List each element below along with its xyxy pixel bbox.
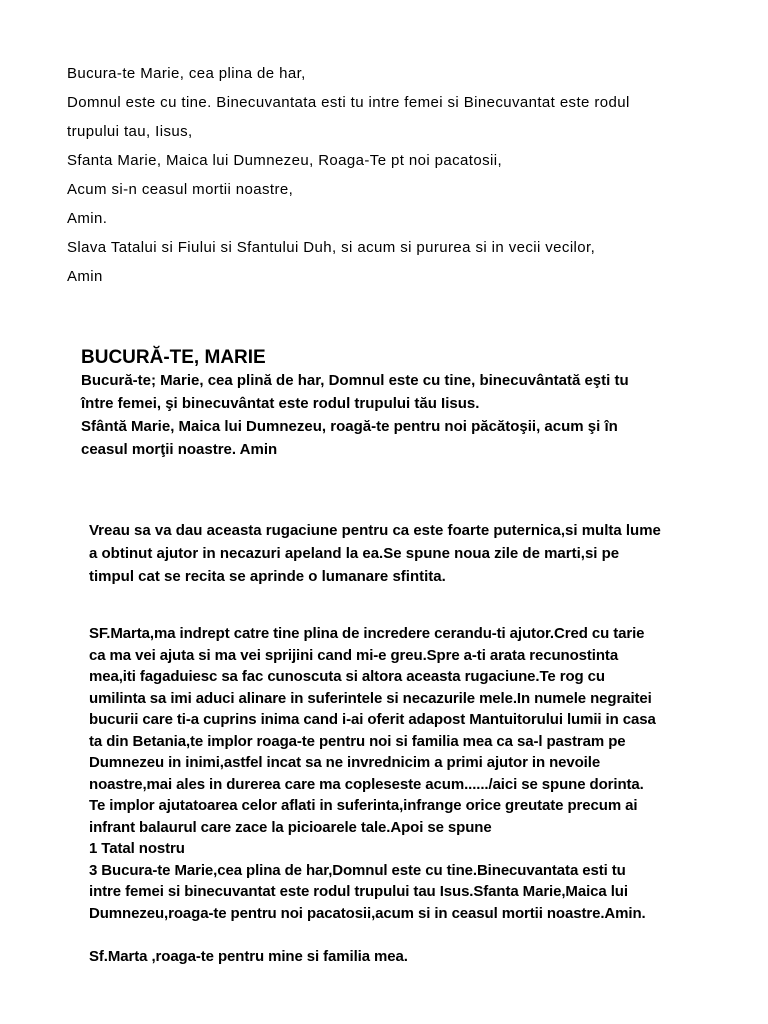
section-body xyxy=(81,369,629,461)
intro-note-section xyxy=(89,519,661,588)
text-line: ca ma vei ajuta si ma vei sprijini cand mi-e greu.Spre a-ti arata recunostinta xyxy=(89,646,619,664)
text-line: umilinta sa imi aduci alinare in suferintele si necazurile mele.In numele negraitei xyxy=(89,689,652,707)
text-line: Te implor ajutatoarea celor aflati in suferinta,infrange orice greutate precum ai xyxy=(89,797,638,814)
text-line: Bucură-te; Marie, cea plină de har, Domnul este cu tine, binecuvântată eşti tu xyxy=(81,372,629,389)
text-line: între femei, şi binecuvântat este rodul trupului tău Iisus. xyxy=(81,395,480,412)
text-line: Amin. xyxy=(67,210,108,227)
text-line: ceasul morţii noastre. Amin xyxy=(81,441,278,458)
text-line: intre femei si binecuvantat este rodul trupului tau Isus.Sfanta Marie,Maica lui xyxy=(89,883,628,900)
bucura-te-marie-section xyxy=(81,346,629,461)
text-line: Acum si-n ceasul mortii noastre, xyxy=(67,181,294,198)
text-line: a obtinut ajutor in necazuri apeland la ea.Se spune noua zile de marti,si pe xyxy=(89,545,620,562)
hail-mary-plain-section xyxy=(67,59,630,291)
text-line: Dumnezeu,roaga-te pentru noi pacatosii,acum si in ceasul mortii noastre.Amin. xyxy=(89,904,646,922)
text-line: Amin xyxy=(67,268,103,285)
text-line: Slava Tatalui si Fiului si Sfantului Duh, si acum si pururea si in vecii vecilor, xyxy=(67,239,596,256)
text-line: 1 Tatal nostru xyxy=(89,840,185,857)
section-heading: BUCURĂ-TE, MARIE xyxy=(81,347,266,368)
text-line xyxy=(89,924,656,946)
text-line: SF.Marta,ma indrept catre tine plina de incredere cerandu-ti ajutor.Cred cu tarie xyxy=(89,625,645,642)
sf-marta-prayer-section xyxy=(89,623,656,967)
text-line: Sfântă Marie, Maica lui Dumnezeu, roagă-te pentru noi păcătoşii, acum şi în xyxy=(81,418,618,435)
text-line: trupului tau, Iisus, xyxy=(67,123,193,140)
text-line: timpul cat se recita se aprinde o lumanare sfintita. xyxy=(89,568,446,585)
text-line: bucurii care ti-a cuprins inima cand i-ai oferit adapost Mantuitorului lumii in casa xyxy=(89,711,656,728)
text-line: 3 Bucura-te Marie,cea plina de har,Domnul este cu tine.Binecuvantata esti tu xyxy=(89,861,626,879)
text-line: Vreau sa va dau aceasta rugaciune pentru ca este foarte puternica,si multa lume xyxy=(89,522,661,539)
text-line: ta din Betania,te implor roaga-te pentru noi si familia mea ca sa-l pastram pe xyxy=(89,732,626,750)
text-line: Dumnezeu in inimi,astfel incat sa ne invrednicim a primi ajutor in nevoile xyxy=(89,754,601,771)
text-line: noastre,mai ales in durerea care ma copleseste acum....../aici se spune dorinta. xyxy=(89,775,644,793)
text-line: Domnul este cu tine. Binecuvantata esti tu intre femei si Binecuvantat este rodul xyxy=(67,94,630,111)
text-line: infrant balaurul care zace la picioarele tale.Apoi se spune xyxy=(89,818,492,836)
text-line: mea,iti fagaduiesc sa fac cunoscuta si altora aceasta rugaciune.Te rog cu xyxy=(89,668,605,685)
text-line: Sf.Marta ,roaga-te pentru mine si familia mea. xyxy=(89,947,408,965)
text-line: Sfanta Marie, Maica lui Dumnezeu, Roaga-Te pt noi pacatosii, xyxy=(67,152,503,169)
text-line: Bucura-te Marie, cea plina de har, xyxy=(67,65,306,82)
